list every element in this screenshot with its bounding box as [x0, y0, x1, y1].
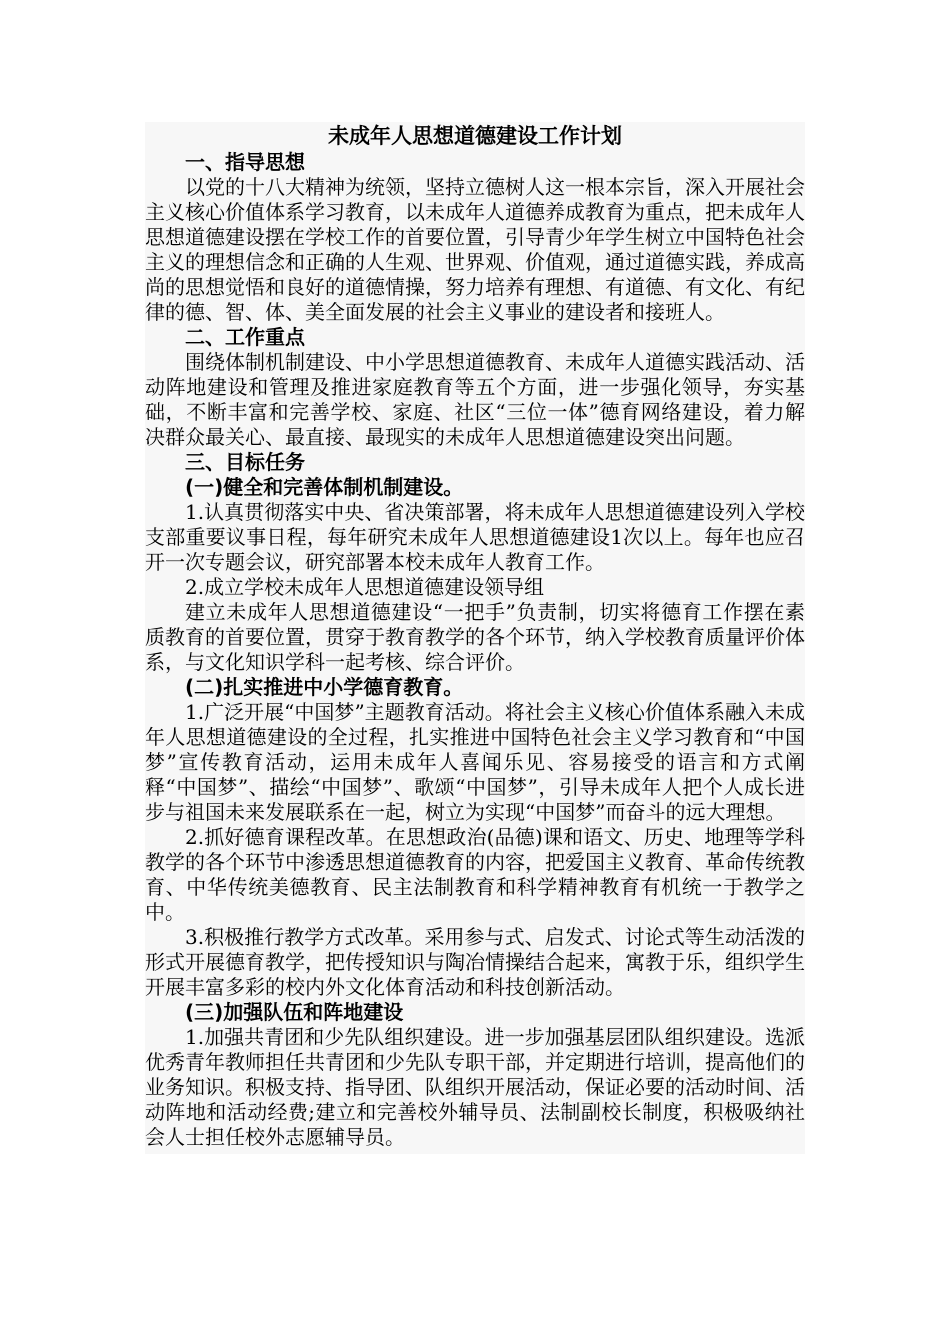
paragraph: 1.广泛开展“中国梦”主题教育活动。将社会主义核心价值体系融入未成年人思想道德建设的全过程，扎实推进中国特色社会主义学习教育和“中国梦”宣传教育活动，运用未成年人喜闻乐见、容易接受的语言和方式阐释“中国梦”、描绘“中国梦”、歌颂“中国梦”，引导未成年人把个人成长进步与祖国未来发展联系在一起，树立为实现“中国梦”而奋斗的远大理想。 — [145, 700, 805, 824]
subsection-heading: (二)扎实推进中小学德育教育。 — [185, 675, 464, 699]
paragraph: 2.抓好德育课程改革。在思想政治(品德)课和语文、历史、地理等学科教学的各个环节中渗透思想道德教育的内容，把爱国主义教育、革命传统教育、中华传统美德教育、民主法制教育和科学精神教育有机统一于教学之中。 — [145, 825, 805, 924]
paragraph: 2.成立学校未成年人思想道德建设领导组 — [185, 575, 545, 599]
document-page — [145, 122, 805, 1154]
section-heading: 一、指导思想 — [185, 150, 305, 174]
paragraph: 1.加强共青团和少先队组织建设。进一步加强基层团队组织建设。选派优秀青年教师担任共青团和少先队专职干部，并定期进行培训，提高他们的业务知识。积极支持、指导团、队组织开展活动，保证必要的活动时间、活动阵地和活动经费;建立和完善校外辅导员、法制副校长制度，积极吸纳社会人士担任校外志愿辅导员。 — [145, 1025, 805, 1149]
section-heading: 二、工作重点 — [185, 325, 305, 349]
subsection-heading: (一)健全和完善体制机制建设。 — [185, 475, 464, 499]
subsection-heading: (三)加强队伍和阵地建设 — [185, 1000, 404, 1024]
paragraph: 建立未成年人思想道德建设“一把手”负责制，切实将德育工作摆在素质教育的首要位置，贯穿于教育教学的各个环节，纳入学校教育质量评价体系，与文化知识学科一起考核、综合评价。 — [145, 600, 805, 674]
document-title: 未成年人思想道德建设工作计划 — [328, 124, 622, 148]
paragraph: 3.积极推行教学方式改革。采用参与式、启发式、讨论式等生动活泼的形式开展德育教学，把传授知识与陶冶情操结合起来，寓教于乐，组织学生开展丰富多彩的校内外文化体育活动和科技创新活动。 — [145, 925, 805, 999]
paragraph: 围绕体制机制建设、中小学思想道德教育、未成年人道德实践活动、活动阵地建设和管理及推进家庭教育等五个方面，进一步强化领导，夯实基础，不断丰富和完善学校、家庭、社区“三位一体”德育网络建设，着力解决群众最关心、最直接、最现实的未成年人思想道德建设突出问题。 — [145, 350, 805, 449]
section-heading: 三、目标任务 — [185, 450, 305, 474]
paragraph: 1.认真贯彻落实中央、省决策部署，将未成年人思想道德建设列入学校支部重要议事日程，每年研究未成年人思想道德建设1次以上。每年也应召开一次专题会议，研究部署本校未成年人教育工作。 — [145, 500, 805, 574]
paragraph: 以党的十八大精神为统领，坚持立德树人这一根本宗旨，深入开展社会主义核心价值体系学习教育，以未成年人道德养成教育为重点，把未成年人思想道德建设摆在学校工作的首要位置，引导青少年学生树立中国特色社会主义的理想信念和正确的人生观、世界观、价值观，通过道德实践，养成高尚的思想觉悟和良好的道德情操，努力培养有理想、有道德、有文化、有纪律的德、智、体、美全面发展的社会主义事业的建设者和接班人。 — [145, 175, 805, 324]
